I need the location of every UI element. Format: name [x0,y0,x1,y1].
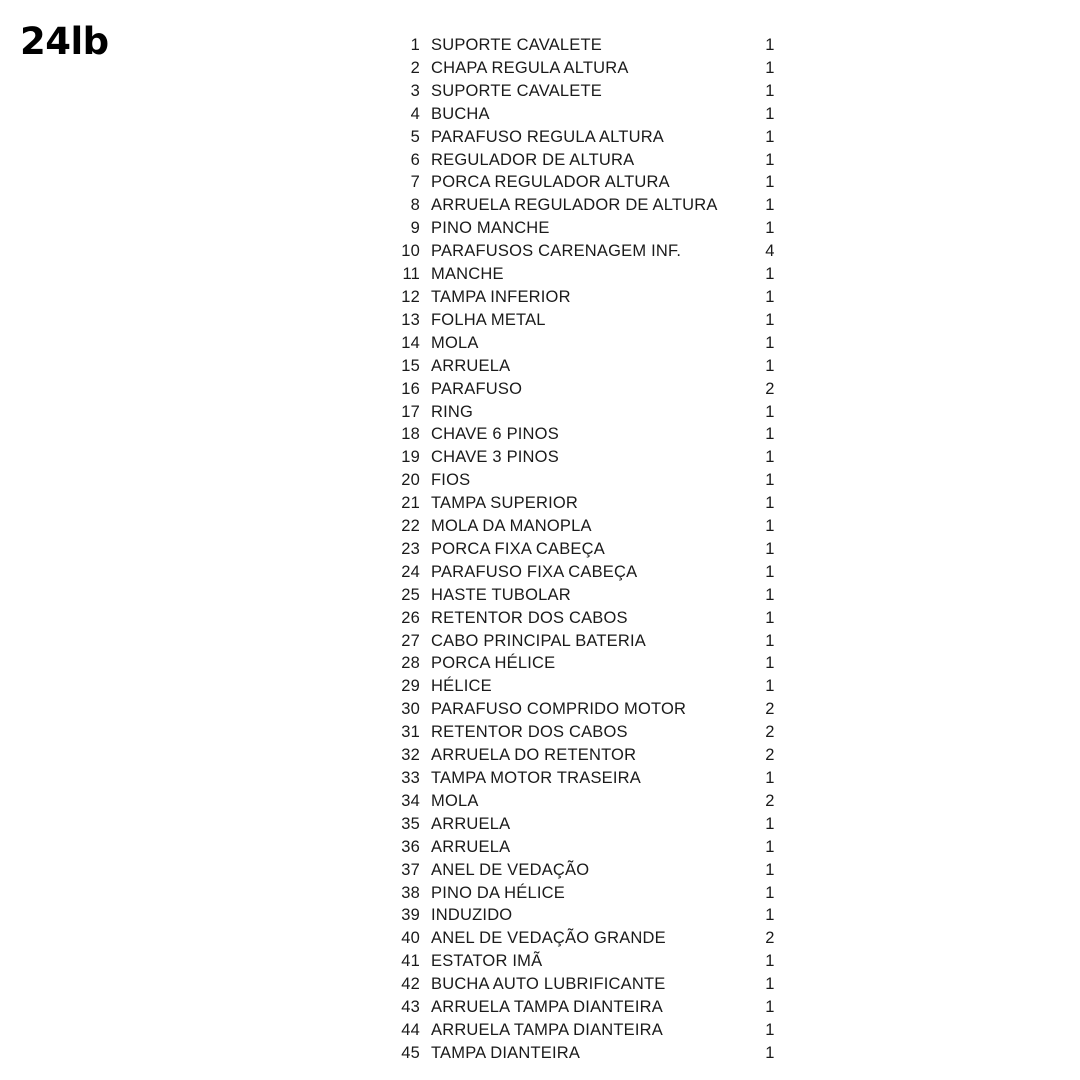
part-row [388,126,808,149]
part-number: 18 [401,425,420,444]
part-number: 2 [410,58,420,77]
part-quantity: 1 [765,562,775,581]
part-number: 13 [401,310,420,329]
part-quantity: 1 [765,36,775,54]
part-number: 8 [410,196,420,215]
part-number: 11 [402,265,420,284]
part-row [388,538,808,561]
part-row [388,240,808,263]
part-number: 10 [401,242,420,261]
part-quantity: 1 [765,517,775,536]
part-name: PARAFUSO COMPRIDO MOTOR [431,700,687,719]
part-name: SUPORTE CAVALETE [431,81,602,100]
part-number: 7 [410,173,420,192]
part-name: PARAFUSOS CARENAGEM INF. [431,242,682,261]
part-number: 21 [401,494,420,513]
part-number: 16 [401,379,420,398]
part-number: 32 [401,746,420,765]
part-number: 3 [410,81,420,100]
part-number: 43 [401,998,420,1017]
part-quantity: 1 [765,860,775,879]
part-row [388,263,808,286]
part-name: PORCA FIXA CABEÇA [431,539,605,558]
part-row [388,721,808,744]
part-quantity: 1 [765,814,775,833]
part-row [388,217,808,240]
part-name: TAMPA SUPERIOR [431,494,579,513]
part-row [388,194,808,217]
part-quantity: 1 [765,906,775,925]
part-row [388,882,808,905]
part-row [388,1019,808,1042]
part-number: 36 [401,837,420,856]
part-number: 12 [401,287,420,306]
part-name: PARAFUSO [431,379,523,398]
part-quantity: 1 [765,310,775,329]
part-row [388,927,808,950]
part-row [388,904,808,927]
part-number: 31 [401,723,420,742]
part-name: RETENTOR DOS CABOS [431,723,628,742]
part-quantity: 1 [765,631,775,650]
part-row [388,34,808,57]
part-quantity: 1 [765,1043,775,1062]
part-name: PINO DA HÉLICE [431,883,565,902]
part-quantity: 2 [765,379,775,398]
part-name: HASTE TUBOLAR [431,585,571,604]
part-quantity: 1 [765,608,775,627]
part-number: 5 [410,127,420,146]
part-row [388,332,808,355]
part-name: MANCHE [431,265,504,284]
part-name: CHAVE 6 PINOS [431,425,559,444]
part-row [388,103,808,126]
part-quantity: 1 [765,58,775,77]
part-name: FOLHA METAL [431,310,546,329]
part-number: 6 [410,150,420,169]
part-row [388,1042,808,1065]
part-number: 41 [401,952,420,971]
part-quantity: 2 [765,723,775,742]
part-number: 34 [401,791,420,810]
part-name: ARRUELA TAMPA DIANTEIRA [431,998,663,1017]
part-quantity: 1 [765,356,775,375]
part-quantity: 1 [765,883,775,902]
part-quantity: 1 [765,1020,775,1039]
part-row [388,744,808,767]
part-row [388,286,808,309]
part-number: 28 [401,654,420,673]
part-name: SUPORTE CAVALETE [431,36,602,54]
part-row [388,630,808,653]
part-quantity: 4 [765,242,775,261]
part-quantity: 1 [765,448,775,467]
part-number: 39 [401,906,420,925]
part-quantity: 1 [765,471,775,490]
part-name: ANEL DE VEDAÇÃO GRANDE [431,929,666,948]
part-row [388,675,808,698]
part-row [388,950,808,973]
part-name: REGULADOR DE ALTURA [431,150,635,169]
part-number: 19 [401,448,420,467]
part-name: PARAFUSO FIXA CABEÇA [431,562,638,581]
part-row [388,652,808,675]
part-quantity: 1 [765,150,775,169]
part-row [388,149,808,172]
part-quantity: 1 [765,196,775,215]
part-name: BUCHA [431,104,490,123]
part-quantity: 2 [765,791,775,810]
part-name: PORCA HÉLICE [431,654,556,673]
part-name: RING [431,402,474,421]
part-row [388,309,808,332]
part-name: TAMPA DIANTEIRA [431,1043,581,1062]
part-quantity: 1 [765,81,775,100]
part-quantity: 1 [765,585,775,604]
part-number: 29 [401,677,420,696]
part-quantity: 1 [765,539,775,558]
part-quantity: 1 [765,333,775,352]
part-quantity: 1 [765,998,775,1017]
part-name: TAMPA INFERIOR [431,287,571,306]
part-row [388,423,808,446]
part-row [388,446,808,469]
part-name: CHAPA REGULA ALTURA [431,58,629,77]
part-quantity: 2 [765,929,775,948]
part-quantity: 1 [765,837,775,856]
part-quantity: 1 [765,677,775,696]
part-number: 22 [401,517,420,536]
part-quantity: 1 [765,975,775,994]
part-name: ARRUELA TAMPA DIANTEIRA [431,1020,663,1039]
part-number: 14 [401,333,420,352]
part-name: ARRUELA [431,356,511,375]
part-name: MOLA DA MANOPLA [431,517,592,536]
part-name: PINO MANCHE [431,219,550,238]
part-row [388,813,808,836]
part-quantity: 1 [765,219,775,238]
part-row [388,355,808,378]
part-number: 33 [401,769,420,787]
part-name: ARRUELA DO RETENTOR [431,746,637,765]
part-number: 20 [401,471,420,490]
part-number: 1 [410,36,420,54]
part-name: ANEL DE VEDAÇÃO [431,860,590,879]
part-number: 17 [401,402,420,421]
part-quantity: 1 [765,265,775,284]
part-quantity: 1 [765,287,775,306]
part-row [388,859,808,882]
part-name: INDUZIDO [431,906,513,925]
part-row [388,698,808,721]
part-row [388,561,808,584]
part-name: FIOS [431,471,471,490]
part-name: PORCA REGULADOR ALTURA [431,173,670,192]
part-row [388,469,808,492]
part-name: HÉLICE [431,677,492,696]
part-name: PARAFUSO REGULA ALTURA [431,127,665,146]
part-quantity: 1 [765,104,775,123]
part-number: 44 [401,1020,420,1039]
part-name: TAMPA MOTOR TRASEIRA [431,769,641,787]
part-name: ARRUELA [431,837,511,856]
part-quantity: 1 [765,769,775,787]
part-quantity: 2 [765,700,775,719]
part-row [388,57,808,80]
part-number: 30 [401,700,420,719]
part-quantity: 1 [765,654,775,673]
part-row [388,401,808,424]
part-number: 38 [401,883,420,902]
part-row [388,378,808,401]
part-name: MOLA [431,333,479,352]
part-number: 40 [401,929,420,948]
part-quantity: 1 [765,402,775,421]
model-title: 24lb [20,20,109,63]
part-name: ARRUELA REGULADOR DE ALTURA [431,196,718,215]
part-quantity: 1 [765,127,775,146]
part-row [388,790,808,813]
part-row [388,492,808,515]
part-row [388,767,808,790]
part-number: 25 [401,585,420,604]
part-number: 37 [401,860,420,879]
part-number: 27 [401,631,420,650]
part-row [388,836,808,859]
part-row [388,996,808,1019]
part-quantity: 1 [765,952,775,971]
part-number: 35 [401,814,420,833]
part-number: 42 [401,975,420,994]
parts-list [388,34,808,1065]
part-number: 23 [401,539,420,558]
part-number: 26 [401,608,420,627]
part-quantity: 1 [765,425,775,444]
part-name: CHAVE 3 PINOS [431,448,559,467]
part-row [388,607,808,630]
part-number: 15 [401,356,420,375]
part-number: 4 [410,104,420,123]
part-name: ARRUELA [431,814,511,833]
part-row [388,80,808,103]
part-row [388,515,808,538]
part-row [388,584,808,607]
part-name: RETENTOR DOS CABOS [431,608,628,627]
part-row [388,171,808,194]
part-name: ESTATOR IMÃ [431,952,543,971]
part-number: 45 [401,1043,420,1062]
part-name: MOLA [431,791,479,810]
part-quantity: 1 [765,173,775,192]
part-quantity: 2 [765,746,775,765]
part-name: CABO PRINCIPAL BATERIA [431,631,646,650]
part-name: BUCHA AUTO LUBRIFICANTE [431,975,666,994]
part-row [388,973,808,996]
part-quantity: 1 [765,494,775,513]
part-number: 9 [410,219,420,238]
part-number: 24 [401,562,420,581]
